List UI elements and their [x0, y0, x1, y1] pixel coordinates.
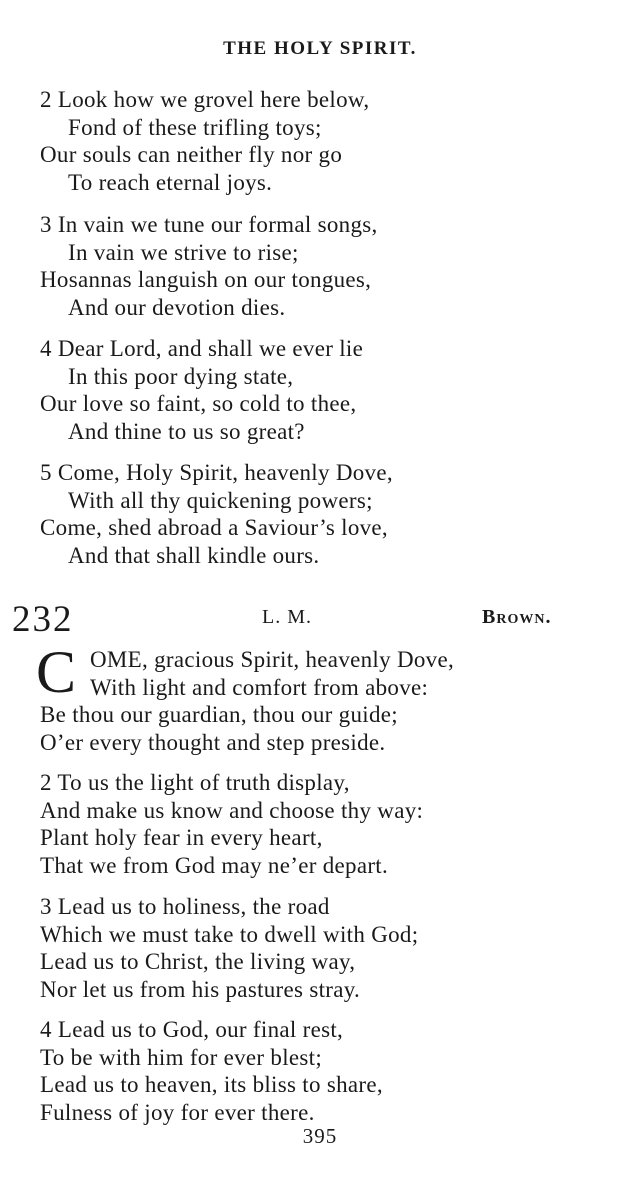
- hymn-231-stanza-2: [40, 86, 369, 196]
- verse-line: 3 In vain we tune our formal songs,: [40, 212, 378, 237]
- tune-name: Brown.: [482, 606, 552, 628]
- verse-line: With light and comfort from above:: [90, 674, 429, 700]
- verse-line: 4 Lead us to God, our final rest,: [40, 1017, 344, 1042]
- verse-line: That we from God may ne’er depart.: [40, 852, 389, 878]
- verse-line: Hosannas languish on our tongues,: [40, 267, 372, 292]
- verse-line: Which we must take to dwell with God;: [40, 921, 419, 947]
- verse-line: 5 Come, Holy Spirit, heavenly Dove,: [40, 460, 393, 485]
- verse-line: Nor let us from his pastures stray.: [40, 976, 361, 1002]
- running-head: THE HOLY SPIRIT.: [223, 38, 417, 59]
- verse-line: Plant holy fear in every heart,: [40, 825, 323, 850]
- verse-line: 3 Lead us to holiness, the road: [40, 894, 330, 919]
- verse-line: Come, shed abroad a Saviour’s love,: [40, 515, 388, 540]
- hymn-232-stanza-2: [40, 769, 423, 879]
- verse-line: In vain we strive to rise;: [68, 239, 299, 265]
- verse-line: To reach eternal joys.: [68, 169, 273, 195]
- verse-line: In this poor dying state,: [68, 363, 294, 389]
- verse-line: Lead us to heaven, its bliss to share,: [40, 1072, 383, 1097]
- verse-line: And make us know and choose thy way:: [40, 797, 424, 823]
- verse-line: And that shall kindle ours.: [68, 542, 320, 568]
- hymn-231-stanza-4: [40, 335, 363, 445]
- verse-line: Our souls can neither fly nor go: [40, 142, 343, 167]
- verse-line: 2 To us the light of truth display,: [40, 770, 350, 795]
- verse-line: With all thy quickening powers;: [68, 487, 373, 513]
- hymn-232-header: [0, 598, 640, 638]
- hymn-232-stanza-4: [40, 1016, 383, 1126]
- page-number: 395: [302, 1124, 338, 1148]
- verse-line: Fond of these trifling toys;: [68, 114, 322, 140]
- verse-line: Our love so faint, so cold to thee,: [40, 391, 357, 416]
- verse-line: 2 Look how we grovel here below,: [40, 87, 370, 112]
- hymn-number: 232: [12, 599, 74, 640]
- verse-line: OME, gracious Spirit, heavenly Dove,: [90, 647, 455, 672]
- verse-line: 4 Dear Lord, and shall we ever lie: [40, 336, 364, 361]
- verse-line: And thine to us so great?: [68, 418, 305, 444]
- hymn-231-stanza-5: [40, 459, 393, 569]
- hymn-meter: L. M.: [262, 606, 312, 628]
- hymn-232-stanza-3: [40, 893, 418, 1003]
- drop-cap: C: [36, 639, 77, 705]
- verse-line: To be with him for ever blest;: [40, 1044, 323, 1070]
- verse-line: And our devotion dies.: [68, 294, 286, 320]
- verse-line: Fulness of joy for ever there.: [40, 1099, 315, 1125]
- verse-line: Lead us to Christ, the living way,: [40, 949, 356, 974]
- verse-line: Be thou our guardian, thou our guide;: [40, 702, 398, 727]
- verse-line: O’er every thought and step preside.: [40, 729, 386, 755]
- hymn-232-stanza-1: [40, 646, 454, 756]
- hymn-231-stanza-3: [40, 211, 378, 321]
